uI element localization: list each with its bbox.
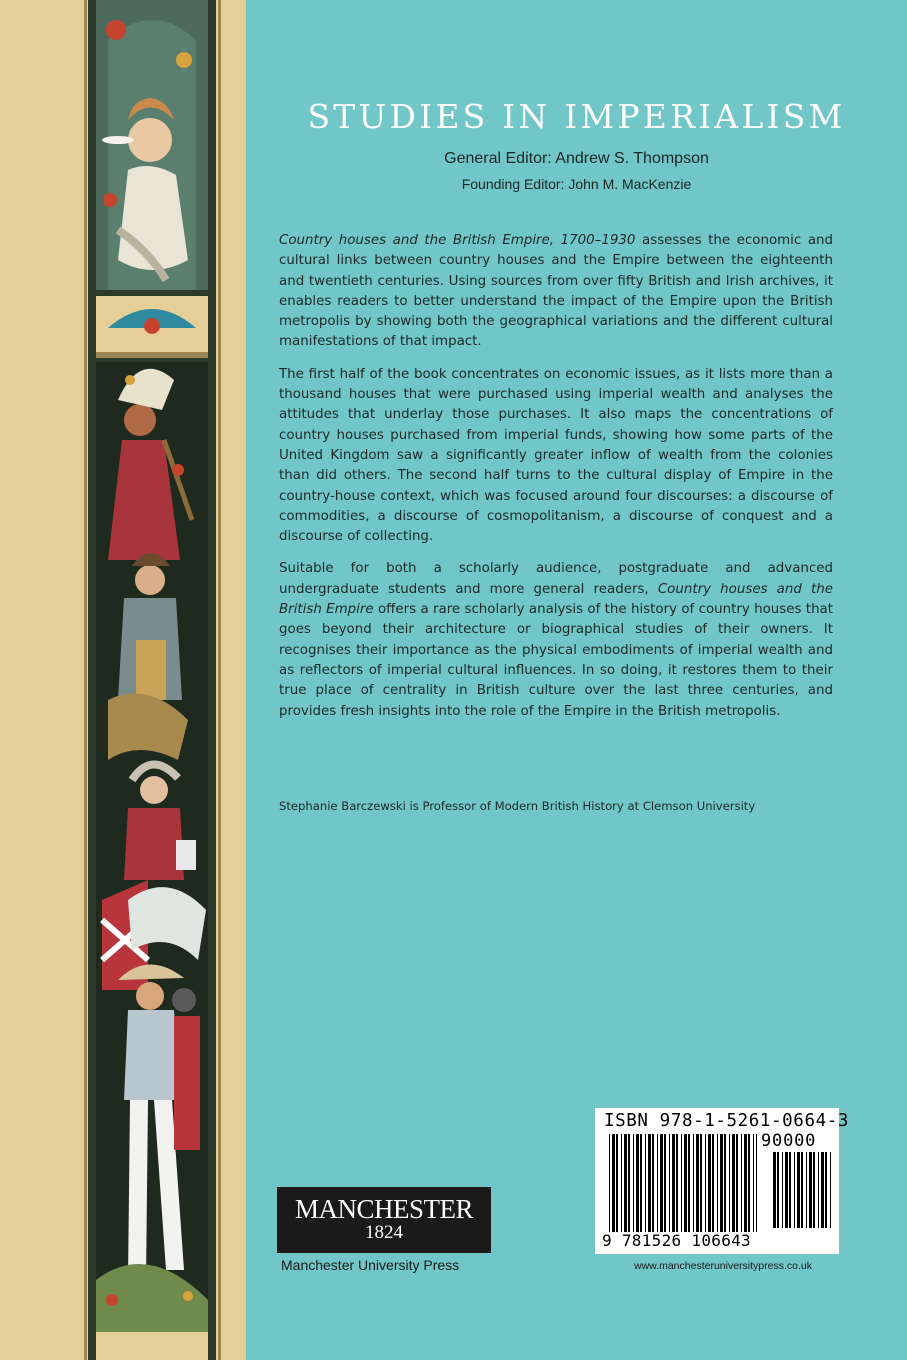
barcode-bar bbox=[684, 1134, 687, 1232]
book-title-italic: Country houses and the British Empire, 1700–1930 bbox=[279, 233, 636, 248]
barcode-bar bbox=[609, 1134, 610, 1232]
barcode-bar bbox=[717, 1134, 718, 1232]
barcode-bar bbox=[720, 1134, 723, 1232]
barcode-bar bbox=[813, 1152, 815, 1228]
barcode-bar bbox=[645, 1134, 646, 1232]
publisher-website: www.manchesteruniversitypress.co.uk bbox=[634, 1260, 812, 1272]
barcode-bar bbox=[660, 1134, 663, 1232]
barcode-bar bbox=[712, 1134, 714, 1232]
barcode-bar bbox=[693, 1134, 694, 1232]
barcode-bar bbox=[818, 1152, 819, 1228]
barcode-bar bbox=[669, 1134, 670, 1232]
barcode-bar bbox=[806, 1152, 807, 1228]
barcode-bar bbox=[785, 1152, 788, 1228]
barcode-bar bbox=[801, 1152, 803, 1228]
barcode-bar bbox=[696, 1134, 699, 1232]
barcode-bar bbox=[672, 1134, 675, 1232]
paragraph-3-text: offers a rare scholarly analysis of the history of country houses that goes beyond their architecture or biographical studies of their owners. It recognises their importance as the physical embodiments of imperial wealth and as reflectors of imperial cultural influences. In so doing, it restores them to their true place of centrality in British culture over the last three centuries, and provides fresh insights into the role of the Empire in the British metropolis. bbox=[279, 602, 834, 719]
barcode-bar bbox=[773, 1152, 776, 1228]
barcode-bar bbox=[681, 1134, 682, 1232]
barcode-bar bbox=[729, 1134, 730, 1232]
barcode-bar bbox=[809, 1152, 812, 1228]
book-title-italic-2: Country houses and the British Empire bbox=[279, 581, 833, 618]
barcode-bar bbox=[782, 1152, 783, 1228]
barcode-bar bbox=[676, 1134, 678, 1232]
series-title: STUDIES IN IMPERIALISM bbox=[307, 97, 846, 136]
barcode-bar bbox=[794, 1152, 795, 1228]
paragraph-1-text: assesses the economic and cultural links between country houses and the Empire between the eighteenth and twentieth centuries. Using sources from over fifty British and Irish archives, it enables readers to better understand the impact of the Empire upon the British metropolis by showing both the geographical variations and the different cultural manifestations of that impact. bbox=[279, 233, 834, 350]
paragraph-1 bbox=[279, 231, 833, 353]
barcode-bar bbox=[797, 1152, 800, 1228]
book-description bbox=[279, 231, 833, 734]
frame-line-right bbox=[218, 0, 221, 1360]
author-bio: Stephanie Barczewski is Professor of Modern British History at Clemson University bbox=[279, 799, 756, 813]
publisher-logo bbox=[277, 1187, 491, 1253]
barcode-addon-bars bbox=[773, 1152, 839, 1228]
barcode-bar bbox=[744, 1134, 747, 1232]
barcode-bar bbox=[700, 1134, 702, 1232]
barcode-bar bbox=[830, 1152, 831, 1228]
founding-editor: Founding Editor: John M. MacKenzie bbox=[461, 176, 692, 192]
barcode-bar bbox=[705, 1134, 706, 1232]
general-editor: General Editor: Andrew S. Thompson bbox=[444, 150, 709, 167]
barcode-bar bbox=[616, 1134, 618, 1232]
logo-name: MANCHESTER bbox=[294, 1194, 473, 1224]
barcode-bar bbox=[688, 1134, 690, 1232]
barcode-bar bbox=[652, 1134, 654, 1232]
barcode-bar bbox=[657, 1134, 658, 1232]
barcode-bar bbox=[633, 1134, 634, 1232]
barcode-bar bbox=[756, 1134, 757, 1232]
ean-digits: 9 781526 106643 bbox=[602, 1231, 751, 1250]
isbn-label: ISBN 978-1-5261-0664-3 bbox=[604, 1111, 849, 1131]
barcode-bars bbox=[609, 1134, 757, 1232]
barcode-bar bbox=[736, 1134, 738, 1232]
barcode-bar bbox=[640, 1134, 642, 1232]
frame-line-left bbox=[84, 0, 87, 1360]
barcode-bar bbox=[708, 1134, 711, 1232]
barcode-bar bbox=[636, 1134, 639, 1232]
barcode-bar bbox=[664, 1134, 666, 1232]
publisher-name: Manchester University Press bbox=[281, 1257, 460, 1273]
barcode-bar bbox=[628, 1134, 630, 1232]
paragraph-2: The first half of the book concentrates on economic issues, as it lists more than a thousand houses that were purchased using imperial wealth and analyses the attitudes that underlay those purchases. It also maps the concentrations of country houses purchased from imperial funds, showing how some parts of the United Kingdom saw a significantly greater inflow of wealth from the colonies than did others. The second half turns to the cultural display of Empire in the country-house context, which was focused around four discourses: a discourse of commodities, a discourse of cosmopolitanism, a discourse of conquest and a discourse of collecting. bbox=[279, 366, 833, 545]
logo-year: 1824 bbox=[365, 1222, 403, 1243]
price-code: 90000 bbox=[761, 1131, 817, 1151]
barcode-bar bbox=[648, 1134, 651, 1232]
barcode-bar bbox=[825, 1152, 827, 1228]
barcode-bar bbox=[777, 1152, 779, 1228]
paragraph-3 bbox=[279, 559, 833, 721]
barcode-bar bbox=[621, 1134, 622, 1232]
illustrated-border bbox=[88, 0, 216, 1360]
barcode-bar bbox=[741, 1134, 742, 1232]
barcode-bar bbox=[748, 1134, 750, 1232]
paragraph-3-start: Suitable for both a scholarly audience, postgraduate and advanced undergraduate students and more general readers, bbox=[279, 561, 833, 597]
barcode-bar bbox=[612, 1134, 615, 1232]
barcode-bar bbox=[789, 1152, 791, 1228]
barcode-bar bbox=[753, 1134, 754, 1232]
barcode-bar bbox=[732, 1134, 735, 1232]
barcode-bar bbox=[624, 1134, 627, 1232]
barcode-bar bbox=[821, 1152, 824, 1228]
barcode-bar bbox=[724, 1134, 726, 1232]
